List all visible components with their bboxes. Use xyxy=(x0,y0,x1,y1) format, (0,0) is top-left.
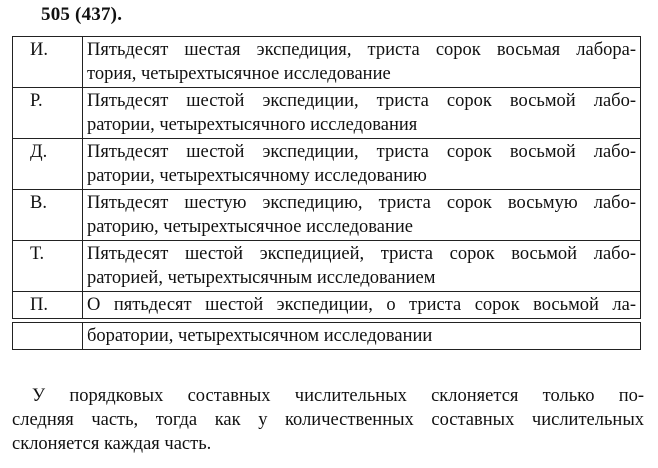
case-label: И. xyxy=(13,37,83,88)
table-row xyxy=(13,190,641,241)
declension-line: боратории, четырехтысячном исследовании xyxy=(87,326,433,346)
declension-text xyxy=(83,323,641,350)
table-row-continuation xyxy=(13,323,641,350)
table-row xyxy=(13,88,641,139)
declension-line: ратории, четырехтысячного исследования xyxy=(87,115,418,135)
declension-line: раторией, четырехтысячным исследованием xyxy=(87,268,436,288)
rule-note xyxy=(12,384,644,456)
declension-text xyxy=(83,139,641,190)
note-line: следняя часть, тогда как у количественных составных числительных xyxy=(12,410,644,430)
declension-text xyxy=(83,292,641,319)
declension-text xyxy=(83,37,641,88)
table-row xyxy=(13,292,641,319)
exercise-number: 505 (437). xyxy=(41,4,123,25)
note-line: У порядковых составных числительных склоняется только по- xyxy=(32,386,644,406)
declension-text xyxy=(83,88,641,139)
table-row xyxy=(13,37,641,88)
empty-case-cell xyxy=(13,323,83,350)
case-label: Р. xyxy=(13,88,83,139)
declension-line: Пятьдесят шестой экспедиции, триста сорок восьмой лабо- xyxy=(87,142,636,162)
declension-text xyxy=(83,190,641,241)
declension-line: Пятьдесят шестая экспедиция, триста сорок восьмая лабора- xyxy=(87,40,636,60)
table-row xyxy=(13,139,641,190)
declension-line: Пятьдесят шестой экспедиции, триста сорок восьмой лабо- xyxy=(87,91,636,111)
case-label: Д. xyxy=(13,139,83,190)
declension-line: ратории, четырехтысячному исследованию xyxy=(87,166,427,186)
case-label: В. xyxy=(13,190,83,241)
declension-line: тория, четырехтысячное исследование xyxy=(87,64,391,84)
declension-line: Пятьдесят шестую экспедицию, триста сорок восьмую лабо- xyxy=(87,193,636,213)
note-line: склоняется каждая часть. xyxy=(12,434,212,454)
declension-line: О пятьдесят шестой экспедиции, о триста сорок восьмой ла- xyxy=(87,295,636,315)
case-label: Т. xyxy=(13,241,83,292)
declension-text xyxy=(83,241,641,292)
table-row xyxy=(13,241,641,292)
declension-table xyxy=(12,36,641,350)
declension-line: раторию, четырехтысячное исследование xyxy=(87,217,413,237)
declension-line: Пятьдесят шестой экспедицией, триста сорок восьмой лабо- xyxy=(87,244,636,264)
case-label: П. xyxy=(13,292,83,319)
